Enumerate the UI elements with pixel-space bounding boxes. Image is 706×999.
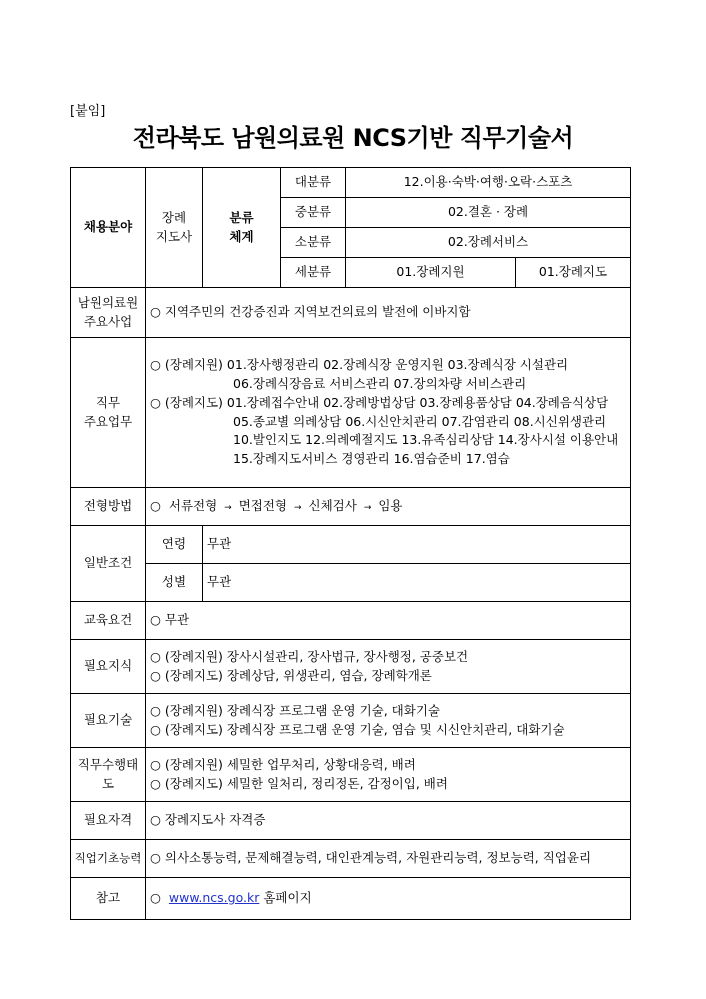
minor-label: 소분류 <box>281 228 346 258</box>
knowledge-line: ○ (장례지도) 장례상담, 위생관리, 염습, 장례학개론 <box>150 667 432 683</box>
selection-step: 서류전형 <box>168 498 218 514</box>
attitude-label: 직무수행태 도 <box>71 748 146 802</box>
basic-ability-label: 직업기초능력 <box>71 840 146 878</box>
duties-line: 10.발인지도 12.의례예절지도 13.유족심리상담 14.장사시설 이용안내 <box>233 432 619 448</box>
detail-value-2: 01.장례지도 <box>516 258 631 288</box>
reference-suffix: 홈페이지 <box>263 890 312 906</box>
skills-label: 필요기술 <box>71 694 146 748</box>
selection-step: 신체검사 <box>308 498 357 514</box>
recruit-label: 채용분야 <box>71 168 146 288</box>
job-description-table <box>70 167 631 920</box>
detail-label: 세분류 <box>281 258 346 288</box>
arrow-icon: → <box>363 503 372 514</box>
major-label: 대분류 <box>281 168 346 198</box>
arrow-icon: → <box>224 503 232 514</box>
education-label: 교육요건 <box>71 602 146 640</box>
selection-steps <box>146 488 631 526</box>
skills-line: ○ (장례지도) 장례식장 프로그램 운영 기술, 염습 및 시신안치관리, 대화기술 <box>150 721 565 737</box>
selection-label: 전형방법 <box>71 488 146 526</box>
ncs-link[interactable]: www.ncs.go.kr <box>168 890 260 906</box>
business-label: 남원의료원 주요사업 <box>71 288 146 338</box>
middle-label: 중분류 <box>281 198 346 228</box>
duties-line: 05.종교별 의례상담 06.시신안치관리 07.감염관리 08.시신위생관리 <box>233 413 607 429</box>
duties-line: 06.장례식장음료 서비스관리 07.장의차량 서비스관리 <box>233 376 527 391</box>
arrow-icon: → <box>294 503 302 514</box>
duties-line: ○ (장례지원) 01.장사행정관리 02.장례식장 운영지원 03.장례식장 시설관리 <box>150 357 569 373</box>
reference-text <box>146 878 631 920</box>
age-value: 무관 <box>203 526 631 564</box>
minor-value: 02.장례서비스 <box>346 228 631 258</box>
duties-line: ○ (장례지도) 01.장례접수안내 02.장례방법상담 03.장례용품상담 04.장례음식상담 <box>150 394 609 410</box>
duties-label: 직무 주요업무 <box>71 338 146 488</box>
reference-label: 참고 <box>71 878 146 920</box>
class-label: 분류 체계 <box>203 168 281 288</box>
skills-line: ○ (장례지원) 장례식장 프로그램 운영 기술, 대화기술 <box>150 702 440 718</box>
detail-value-1: 01.장례지원 <box>346 258 516 288</box>
attitude-line: ○ (장례지원) 세밀한 업무처리, 상황대응력, 배려 <box>150 756 416 772</box>
page-title: 전라북도 남원의료원 NCS기반 직무기술서 <box>132 124 574 152</box>
basic-ability-text: ○ 의사소통능력, 문제해결능력, 대인관계능력, 자원관리능력, 정보능력, 직업윤리 <box>146 840 631 878</box>
gender-label: 성별 <box>146 564 203 602</box>
selection-step: 면접전형 <box>238 498 288 514</box>
selection-bullet: ○ <box>150 498 161 514</box>
recruit-field: 장례 지도사 <box>146 168 203 288</box>
major-value: 12.이용·숙박·여행·오락·스포츠 <box>346 168 631 198</box>
duties-line: 15.장례지도서비스 경영관리 16.염습준비 17.염습 <box>233 451 510 466</box>
middle-value: 02.결혼 · 장례 <box>346 198 631 228</box>
business-text: ○ 지역주민의 건강증진과 지역보건의료의 발전에 이바지함 <box>146 288 631 338</box>
attachment-label: [붙임] <box>70 104 106 119</box>
knowledge-label: 필요지식 <box>71 640 146 694</box>
general-label: 일반조건 <box>71 526 146 602</box>
education-text: ○ 무관 <box>146 602 631 640</box>
selection-step: 임용 <box>378 498 403 514</box>
reference-bullet: ○ <box>150 890 161 906</box>
age-label: 연령 <box>146 526 203 564</box>
attitude-line: ○ (장례지도) 세밀한 일처리, 정리정돈, 감정이입, 배려 <box>150 775 448 791</box>
knowledge-line: ○ (장례지원) 장사시설관리, 장사법규, 장사행정, 공중보건 <box>150 648 469 664</box>
gender-value: 무관 <box>203 564 631 602</box>
qualification-text: ○ 장례지도사 자격증 <box>146 802 631 840</box>
qualification-label: 필요자격 <box>71 802 146 840</box>
